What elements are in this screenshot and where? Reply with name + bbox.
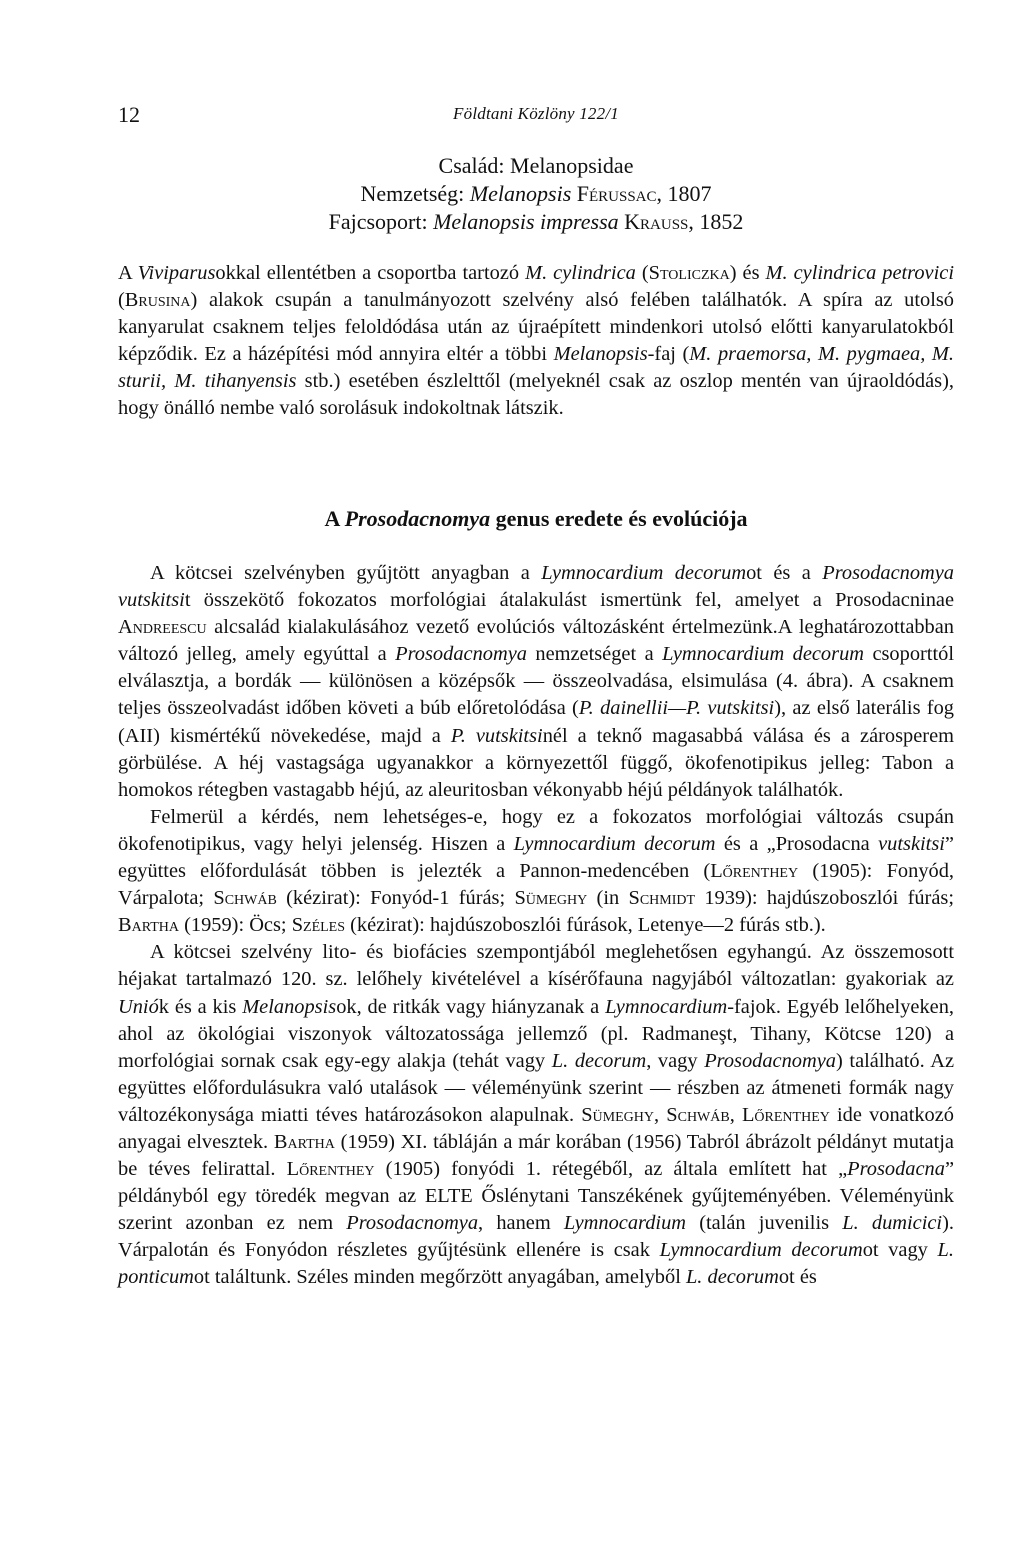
page-number: 12 xyxy=(118,102,140,127)
paragraph-facies: A kötcsei szelvény lito- és biofácies szempontjából meglehetősen egyhangú. Az összemosott héjakat tartalmazó 120. sz. lelőhely kivételével a kísérőfauna nagyjából változatlan: gyakoriak az Uniók és a kis Melanopsisok, de ritkák vagy hiányzanak a Lymnocardium-fajok. Egyéb lelőhelyeken, ahol az ökológiai viszonyok változatossága jellemző (pl. Radmaneşt, Tihany, Kötcse 120) a morfológiai sornak csak egy-egy alakja (tehát vagy L. decorum, vagy Prosodacnomya) található. Az együttes előfordulásukra való utalások — véleményünk szerint — részben az átmeneti formák nagy változékonysága miatti téves határozásokon alapulnak. Sümeghy, Schwáb, Lőrenthey ide vonatkozó anyagai elvesztek. Bartha (1959) XI. tábláján a már korában (1956) Tabról ábrázolt példányt mutatja be téves felirattal. Lőrenthey (1905) fonyódi 1. rétegéből, az általa említett hat „Prosodacna” példányból egy töredék megvan az ELTE Őslénytani Tanszékének gyűjteményében. Véleményünk szerint azonban ez nem Prosodacnomya, hanem Lymnocardium (talán juvenilis L. dumicici). Várpalotán és Fonyódon részletes gyűjtésünk ellenére is csak Lymnocardium decorumot vagy L. ponticumot találtunk. Széles minden megőrzött anyagában, amelyből L. decorumot és xyxy=(118,941,955,1289)
family-line: Család: Melanopsidae xyxy=(438,153,634,178)
section-body xyxy=(118,560,954,1292)
paragraph-melanopsis: A Viviparusokkal ellentétben a csoportba tartozó M. cylindrica (Stoliczka) és M. cylindrica petrovici (Brusina) alakok csupán a tanulmányozott szelvény alsó felében találhatók. A spíra az utolsó kanyarulat csaknem teljes feloldódása után az újraépített mindenkori utolsó előtti kanyarulatokból képződik. Ez a házépítési mód annyira eltér a többi Melanopsis-faj (M. praemorsa, M. pygmaea, M. sturii, M. tihanyensis stb.) esetében észlelttől (melyeknél csak az oszlop mentén van újraoldódás), hogy önálló nembe való sorolásuk indokoltnak látszik. xyxy=(118,262,954,420)
page-header xyxy=(118,98,954,134)
paragraph-evolution: A kötcsei szelvényben gyűjtött anyagban a Lymnocardium decorumot és a Prosodacnomya vutskitsit összekötő fokozatos morfológiai átalakulást ismertünk fel, amelyet a Prosodacninae Andreescu alcsalád kialakulásához vezető evolúciós változásként értelmezünk.A leghatározottabban változó jelleg, amely egyúttal a Prosodacnomya nemzetséget a Lymnocardium decorum csoporttól elválasztja, a bordák — különösen a középsők — összeolvadása, elsimulása (4. ábra). A csaknem teljes összeolvadást időben követi a búb előretolódása (P. dainellii—P. vutskitsi), az első laterális fog (AII) kismértékű növekedése, majd a P. vutskitsinél a teknő magasabbá válása és a zárosperem görbülése. A héj vastagsága ugyanakkor a környezettől függő, ökofenotipikus jelleg: Tabon a homokos rétegben vastagabb héjú, az aleuritosban vékonyabb héjú példányok találhatók. xyxy=(118,562,954,801)
genus-line: Nemzetség: Melanopsis Férussac, 1807 xyxy=(360,181,712,206)
species-group-line: Fajcsoport: Melanopsis impressa Krauss, 1852 xyxy=(328,209,744,234)
section-heading: A Prosodacnomya genus eredete és evolúciója xyxy=(324,506,748,531)
taxonomy-block xyxy=(118,152,954,236)
journal-title: Földtani Közlöny 122/1 xyxy=(453,104,619,123)
paragraph-question: Felmerül a kérdés, nem lehetséges-e, hogy ez a fokozatos morfológiai változás csupán ökofenotipikus, vagy helyi jelenség. Hiszen a Lymnocardium decorum és a „Prosodacna vutskitsi” együttes előfordulását többen is jelezték a Pannon-medencében (Lőrenthey (1905): Fonyód, Várpalota; Schwáb (kézirat): Fonyód-1 fúrás; Sümeghy (in Schmidt 1939): hajdúszoboszlói fúrás; Bartha (1959): Öcs; Széles (kézirat): hajdúszoboszlói fúrások, Letenye—2 fúrás stb.). xyxy=(118,805,954,937)
